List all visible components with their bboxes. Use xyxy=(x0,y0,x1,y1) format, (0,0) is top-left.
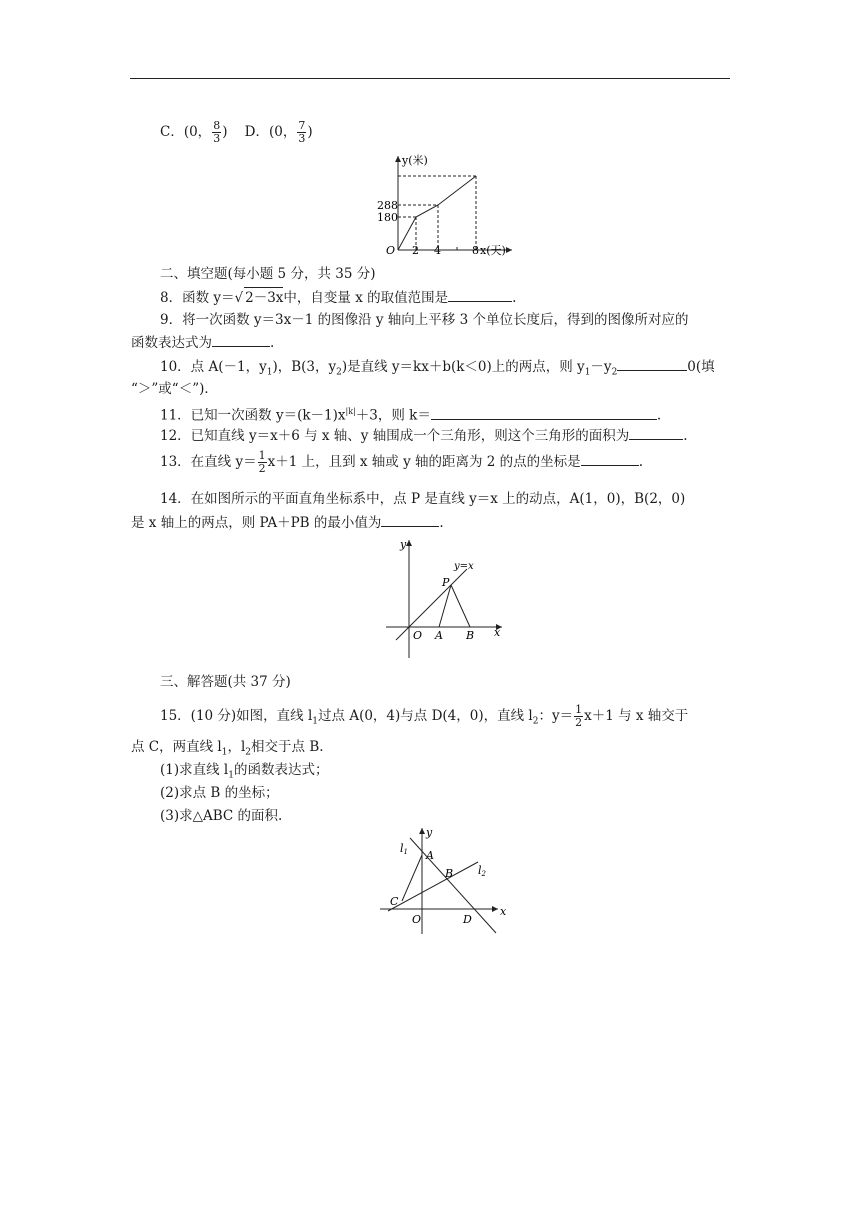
y-axis-arrow xyxy=(406,540,412,546)
origin-label: O xyxy=(413,629,423,642)
numerator: 1 xyxy=(575,703,583,716)
subscript: 2 xyxy=(245,747,252,758)
option-d xyxy=(244,119,313,145)
subscript: 2 xyxy=(532,716,539,727)
question-10-line1 xyxy=(160,356,715,383)
segment-pb xyxy=(451,585,470,627)
question-12 xyxy=(160,425,688,446)
y-axis-label: y xyxy=(400,538,407,551)
answer-blank xyxy=(448,287,512,302)
q15-part-3: (3)求△ABC 的面积. xyxy=(160,808,283,824)
numerator: 8 xyxy=(213,119,221,132)
question-13 xyxy=(160,450,643,475)
q10-part-d: －y xyxy=(590,359,612,375)
q10-part-e: 0(填 xyxy=(687,359,715,375)
subscript: 2 xyxy=(611,367,618,378)
q15-p1-b: 的函数表达式； xyxy=(233,762,329,778)
q11-pre: 11．已知一次函数 y＝(k－1)x xyxy=(160,407,346,424)
q9-line2-text: 函数表达式为 xyxy=(131,335,212,351)
superscript: |k| xyxy=(345,407,356,416)
subscript: 1 xyxy=(228,770,234,781)
q7-options xyxy=(160,120,313,145)
point-d-label: D xyxy=(463,913,472,926)
section-title-fill-blank: 二、填空题(每小题 5 分，共 35 分) xyxy=(160,266,376,282)
line-y-equals-x xyxy=(396,569,467,640)
subscript: 1 xyxy=(312,716,319,727)
point-b-label: B xyxy=(445,867,454,880)
tick-label-4: 4 xyxy=(434,244,441,257)
header-rule xyxy=(130,78,730,79)
subscript: 2 xyxy=(336,367,342,378)
x-axis-arrow xyxy=(492,906,498,912)
q12-text: 12．已知直线 y＝x＋6 与 x 轴、y 轴围成一个三角形，则这个三角形的面积为 xyxy=(160,428,630,444)
option-c-text: C．(0， xyxy=(160,124,212,140)
x-axis-label: x(天) xyxy=(480,244,506,257)
question-15-line1 xyxy=(160,704,688,732)
graph-distance-days xyxy=(377,150,520,258)
graph-triangle-abc xyxy=(376,826,516,936)
q9-end: . xyxy=(270,335,275,351)
tick-label-180: 180 xyxy=(377,211,398,224)
point-b-label: B xyxy=(466,629,475,642)
line-l1 xyxy=(410,838,496,933)
y-axis-arrow xyxy=(395,156,401,162)
q11-end: . xyxy=(656,407,662,424)
point-a-label: A xyxy=(426,849,434,862)
q8-number: 8． xyxy=(160,290,183,306)
q14-line2-text: 是 x 轴上的两点，则 PA＋PB 的最小值为 xyxy=(131,515,382,531)
question-9-line2 xyxy=(131,332,274,353)
option-d-text: D．(0， xyxy=(244,124,297,140)
fraction-1-2 xyxy=(258,450,267,475)
subscript: 1 xyxy=(584,367,591,378)
numerator: 1 xyxy=(258,449,266,462)
denominator: 2 xyxy=(258,462,266,475)
q10-part-b: )，B(3，y xyxy=(272,359,337,375)
tick-label-2: 2 xyxy=(412,244,419,257)
y-axis-label: y xyxy=(426,826,433,839)
answer-blank xyxy=(381,512,439,527)
q8-end: . xyxy=(512,290,517,306)
answer-blank xyxy=(212,332,270,347)
q15-part-b: 过点 A(0，4)与点 D(4，0)，直线 l xyxy=(318,708,533,724)
q15-part-2: (2)求点 B 的坐标； xyxy=(160,785,279,801)
q15-part-d: x＋1 与 x 轴交于 xyxy=(584,708,689,724)
answer-blank xyxy=(617,356,687,371)
q13-end: . xyxy=(638,454,643,470)
q8-pre: 函数 y＝ xyxy=(182,290,235,306)
question-15-line2 xyxy=(131,737,324,763)
line-l2 xyxy=(388,862,478,911)
subscript: 1 xyxy=(266,367,273,378)
q13-post: x＋1 上，且到 x 轴或 y 轴的距离为 2 的点的坐标是 xyxy=(267,454,581,470)
y-axis-label: y(米) xyxy=(402,154,428,167)
section-title-answer: 三、解答题(共 37 分) xyxy=(160,674,291,690)
origin-label: O xyxy=(412,913,422,926)
tick-label-288: 288 xyxy=(377,199,398,212)
question-8: 8．函数 y＝√ 2－3x中，自变量 x 的取值范围是 . xyxy=(160,287,516,308)
answer-blank xyxy=(629,425,683,440)
point-p-label: P xyxy=(442,576,450,589)
option-c xyxy=(160,119,232,145)
question-14-line2 xyxy=(131,512,444,533)
q10-part-a: 10．点 A(－1，y xyxy=(160,359,267,375)
q15-line2-c: 相交于点 B. xyxy=(251,739,324,755)
q12-end: . xyxy=(683,428,688,444)
x-axis-label: x xyxy=(500,905,507,918)
tick-label-8: 8 xyxy=(472,244,479,257)
q11-post: ＋3，则 k＝ xyxy=(355,407,431,424)
graph-pa-pb xyxy=(380,536,510,660)
answer-blank xyxy=(581,451,639,466)
label-l2: l2 xyxy=(478,864,486,878)
q15-line2-a: 点 C，两直线 l xyxy=(131,739,222,755)
line-label: y=x xyxy=(454,561,474,572)
question-11 xyxy=(160,402,661,426)
fraction-8-3 xyxy=(212,120,221,145)
y-axis-arrow xyxy=(419,828,425,834)
q15-line2-b: ，l xyxy=(227,739,246,755)
x-axis-label: x xyxy=(494,626,501,639)
origin-label: O xyxy=(386,244,396,257)
question-14-line1: 14．在如图所示的平面直角坐标系中，点 P 是直线 y＝x 上的动点，A(1，0)，B(2，0) xyxy=(160,491,686,507)
denominator: 3 xyxy=(298,132,306,145)
fraction-7-3 xyxy=(297,120,306,145)
subscript: 1 xyxy=(221,747,228,758)
denominator: 2 xyxy=(575,716,583,729)
point-c-label: C xyxy=(390,895,399,908)
x-axis-arrow xyxy=(506,247,512,253)
q13-pre: 13．在直线 y＝ xyxy=(160,454,257,470)
q8-radicand: 2－3x xyxy=(244,287,283,308)
close-paren: ) xyxy=(307,124,313,140)
point-a-label: A xyxy=(435,629,443,642)
label-l1: l1 xyxy=(400,842,408,856)
denominator: 3 xyxy=(213,132,221,145)
q14-end: . xyxy=(439,515,444,531)
q15-part-c: ：y＝ xyxy=(538,708,574,724)
graph-line xyxy=(398,176,476,250)
q15-part-1 xyxy=(160,760,328,786)
q15-part-a: 15．(10 分)如图，直线 l xyxy=(160,708,313,724)
q8-post: 中，自变量 x 的取值范围是 xyxy=(283,290,449,306)
close-paren: ) xyxy=(222,124,228,140)
q15-p1-a: (1)求直线 l xyxy=(160,762,229,778)
q10-part-c: )是直线 y＝kx＋b(k＜0)上的两点，则 y xyxy=(341,359,585,375)
question-9-line1: 9．将一次函数 y＝3x－1 的图像沿 y 轴向上平移 3 个单位长度后，得到的图像所对应的 xyxy=(160,312,689,328)
numerator: 7 xyxy=(298,119,306,132)
question-10-line2: “＞”或“＜”)． xyxy=(131,381,218,397)
fraction-1-2 xyxy=(574,704,583,729)
answer-blank xyxy=(431,405,657,420)
